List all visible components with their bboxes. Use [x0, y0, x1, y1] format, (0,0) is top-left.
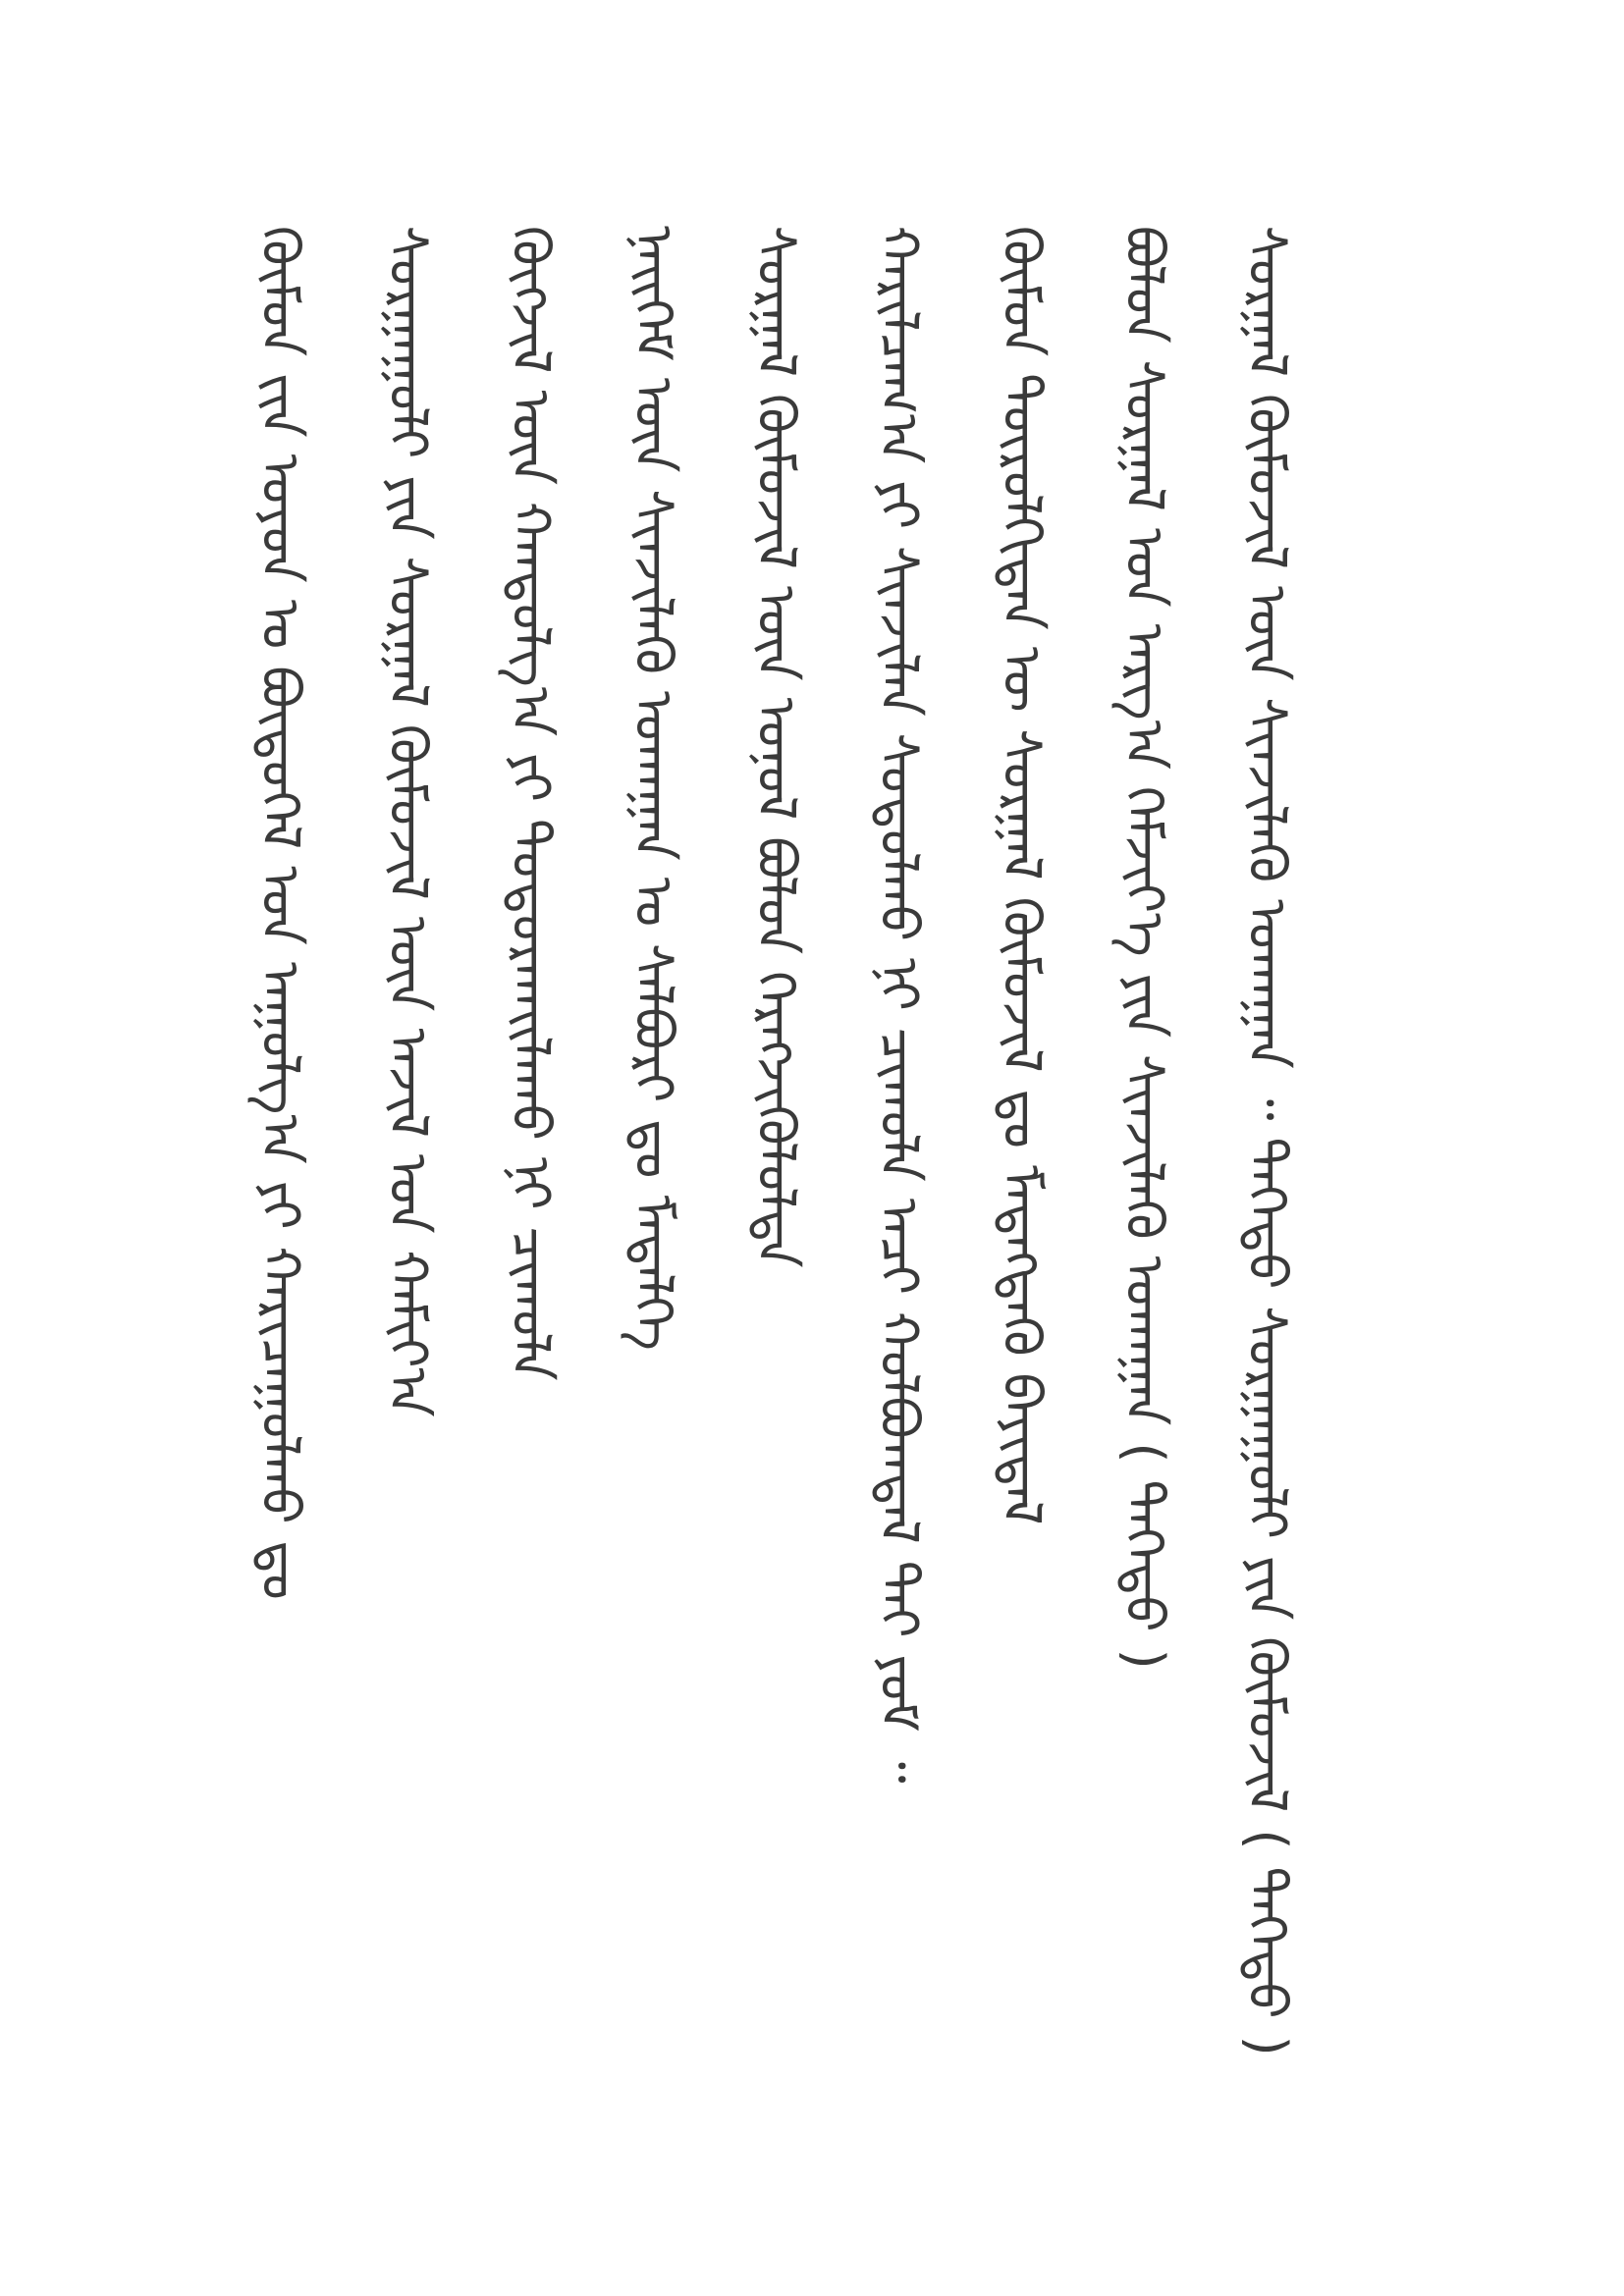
text-column-2: ᠰᠤᠷᠭᠠᠭᠤᠯᠢ ᠶᠢᠨ ᠰᠤᠷᠭᠠᠯ ᠬᠦᠮᠦᠵᠢᠯ ᠦᠨ ᠠᠵᠢᠯ ᠤᠨ ᠬᠠᠮᠢᠶ᠎ᠠ	[377, 226, 439, 1417]
text-column-3: ᠬᠥᠭᠵᠢᠯ ᠦᠨ ᠬᠠᠨᠳᠤᠯᠭ᠎ᠠ ᠶᠢ ᠲᠣᠳᠤᠷᠬᠠᠢᠯᠠᠬᠤ ᠨᠢ ᠴᠢᠬᠤᠯᠠ	[500, 226, 562, 1381]
text-column-6: ᠬᠠᠷᠢᠯᠴᠠᠭ᠎ᠠ ᠶᠢ ᠰᠢᠨᠵᠢᠯᠡᠨ ᠰᠤᠳᠤᠯᠬᠤ ᠨᠢ ᠴᠢᠬᠤᠯᠠ ᠠᠴᠢ ᠬᠣᠯᠪᠣᠭᠳᠠᠯ ᠲᠠᠢ ᠶᠤᠮ ᠃	[868, 226, 930, 1784]
text-column-4: ᠨᠡᠢᠭᠡᠮ ᠦᠨ ᠰᠢᠨᠵᠢᠯᠡᠬᠦ ᠤᠬᠠᠭᠠᠨ ᠤ ᠰᠠᠯᠪᠤᠷᠢ ᠳᠤ ᠮᠡᠳᠡᠯᠭᠡ	[623, 226, 684, 1351]
mongolian-text-block	[236, 226, 1355, 2120]
text-column-7: ᠬᠥᠮᠥᠨ ᠲᠥᠷᠦᠯᠬᠢᠲᠡᠨ ᠦ ᠰᠤᠷᠭᠠᠯ ᠬᠦᠮᠦᠵᠢᠯ ᠳᠤ ᠮᠡᠳᠡᠭᠳᠡᠬᠦ ᠪᠠᠶᠢᠳᠠᠯ	[991, 226, 1053, 1525]
text-column-1: ᠬᠥᠮᠥᠨ ᠵᠢᠨ ᠣᠶᠤᠨ ᠤ ᠪᠦᠲᠦᠭᠡᠯ ᠤᠨ ᠠᠭᠤᠯᠭ᠎ᠠ ᠶᠢ ᠬᠠᠷᠢᠴᠠᠭᠤᠯᠬᠤ ᠳᠤ	[249, 226, 311, 1600]
text-column-8: ᠪᠣᠯᠣᠨ ᠰᠤᠷᠭᠠᠯ ᠤᠨ ᠠᠷᠭ᠎ᠠ ᠬᠡᠮᠵᠢᠶ᠎ᠡ ᠶᠢᠨ ᠰᠢᠨᠵᠢᠯᠡᠬᠦ ᠤᠬᠠᠭᠠᠨ ( ᠳᠡᠭᠡᠳᠦ )	[1113, 226, 1175, 1670]
text-column-5: ᠰᠤᠷᠭᠠᠯ ᠬᠦᠮᠦᠵᠢᠯ ᠦᠨ ᠣᠨᠤᠯ ᠪᠣᠯᠣᠨ ᠬᠡᠷᠡᠭᠵᠢᠭᠦᠯᠦᠯᠲᠡ	[745, 226, 807, 1268]
text-column-9: ᠰᠤᠷᠭᠠᠯ ᠬᠦᠮᠦᠵᠢᠯ ᠦᠨ ᠰᠢᠨᠵᠢᠯᠡᠬᠦ ᠤᠬᠠᠭᠠᠨ ᠃ ᠳᠡᠭᠡᠳᠦ ᠰᠤᠷᠭᠠᠭᠤᠯᠢ ᠶᠢᠨ ᠬᠦᠮᠦᠵᠢᠯ ( ᠳᠡᠭᠡᠳᠦ )	[1236, 226, 1298, 2056]
